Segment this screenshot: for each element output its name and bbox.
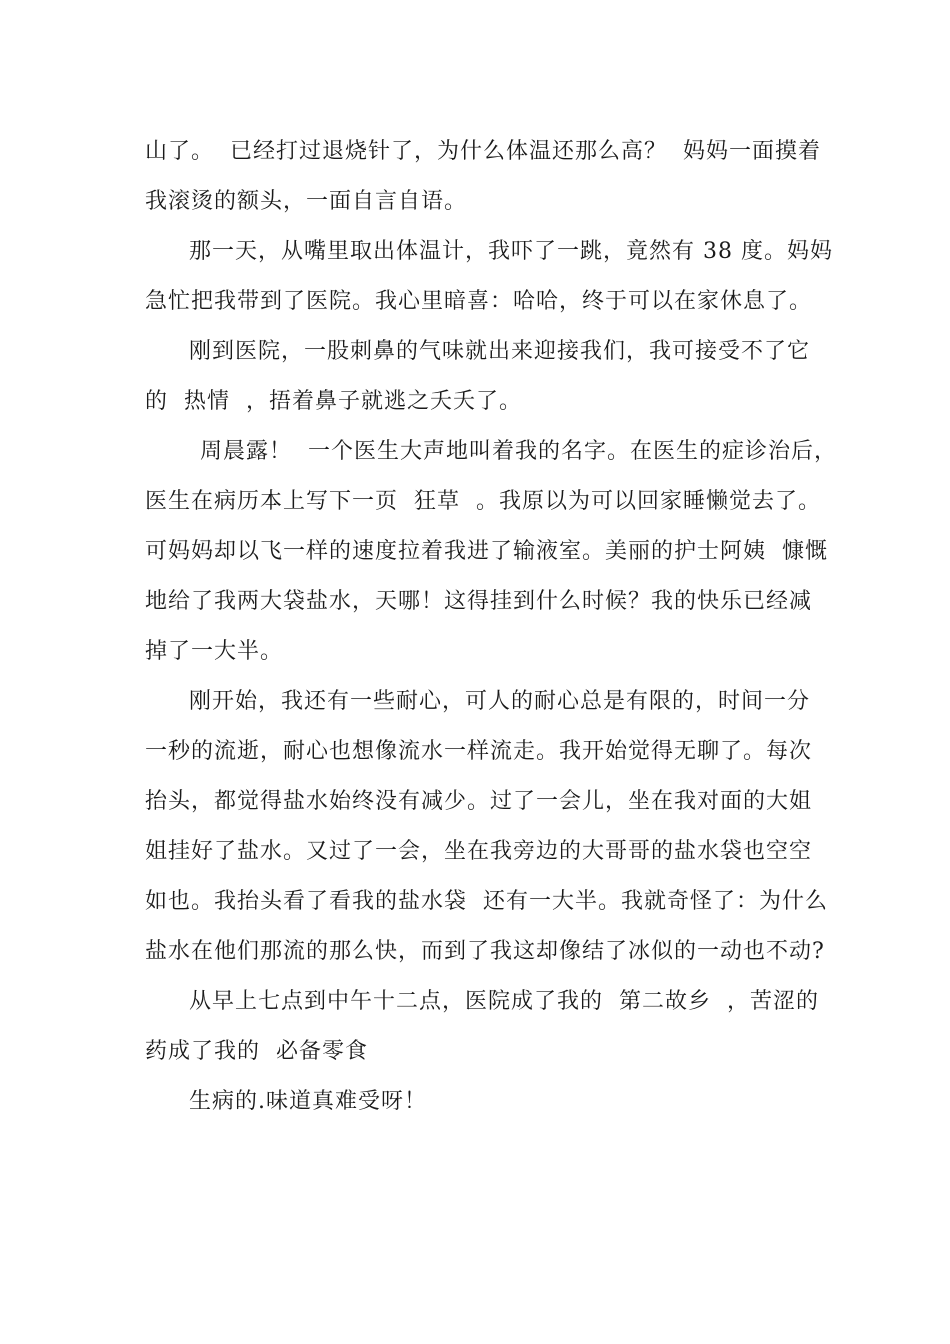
paragraph-line: 抬头，都觉得盐水始终没有减少。过了一会儿，坐在我对面的大姐 (145, 789, 813, 814)
paragraph-line: 山了。 已经打过退烧针了，为什么体温还那么高？ 妈妈一面摸着 (145, 139, 821, 164)
paragraph-line: 盐水在他们那流的那么快，而到了我这却像结了冰似的一动也不动? (145, 939, 825, 964)
paragraph-line: 姐挂好了盐水。又过了一会，坐在我旁边的大哥哥的盐水袋也空空 (145, 839, 813, 864)
paragraph-line: 周晨露！ 一个医生大声地叫着我的名字。在医生的症诊治后， (200, 439, 837, 464)
paragraph-line: 急忙把我带到了医院。我心里暗喜：哈哈，终于可以在家休息了。 (145, 289, 813, 314)
paragraph-line: 刚到医院，一股刺鼻的气味就出来迎接我们，我可接受不了它 (189, 339, 811, 364)
paragraph-line: 从早上七点到中午十二点，医院成了我的 第二故乡 ，苦涩的 (189, 989, 819, 1014)
paragraph-line: 医生在病历本上写下一页 狂草 。我原以为可以回家睡懒觉去了。 (145, 489, 821, 514)
paragraph-line: 掉了一大半。 (145, 639, 284, 664)
paragraph-line: 我滚烫的额头，一面自言自语。 (145, 189, 468, 214)
paragraph-line: 生病的.味道真难受呀！ (189, 1089, 427, 1114)
paragraph-line: 那一天，从嘴里取出体温计，我吓了一跳，竟然有 38 度。妈妈 (189, 239, 833, 264)
paragraph-line: 可妈妈却以飞一样的速度拉着我进了输液室。美丽的护士阿姨 慷慨 (145, 539, 828, 564)
paragraph-line: 地给了我两大袋盐水，天哪！这得挂到什么时候？我的快乐已经减 (145, 589, 813, 614)
paragraph-line: 药成了我的 必备零食 (145, 1039, 368, 1064)
paragraph-line: 如也。我抬头看了看我的盐水袋 还有一大半。我就奇怪了：为什么 (145, 889, 828, 914)
paragraph-line: 的 热情 ，捂着鼻子就逃之夭夭了。 (145, 389, 522, 414)
paragraph-line: 一秒的流逝，耐心也想像流水一样流走。我开始觉得无聊了。每次 (145, 739, 813, 764)
paragraph-line: 刚开始，我还有一些耐心，可人的耐心总是有限的，时间一分 (189, 689, 811, 714)
